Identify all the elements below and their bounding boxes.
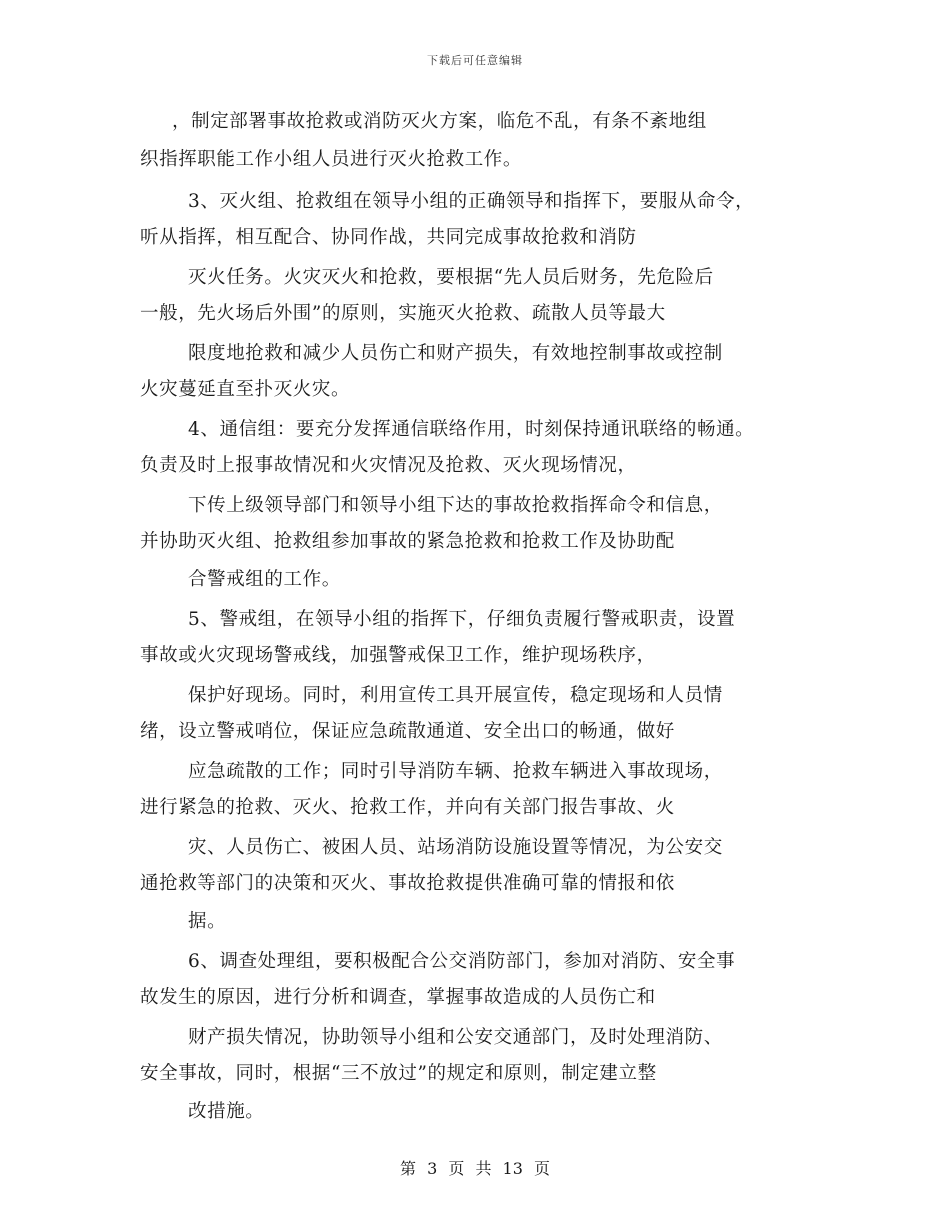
text-line: 6、调查处理组，要积极配合公交消防部门，参加对消防、安全事 [188, 951, 736, 972]
text-line: 织指挥职能工作小组人员进行灭火抢救工作。 [140, 149, 523, 170]
text-line: 5、警戒组，在领导小组的指挥下，仔细负责履行警戒职责，设置 [188, 609, 736, 630]
text-line: 保护好现场。同时，利用宣传工具开展宣传，稳定现场和人员情 [188, 685, 723, 706]
document-body [0, 110, 950, 1150]
text-line: 应急疏散的工作；同时引导消防车辆、抢救车辆进入事故现场， [188, 761, 723, 782]
page-header: 下载后可任意编辑 [427, 54, 523, 67]
text-line: 事故或火灾现场警戒线，加强警戒保卫工作，维护现场秩序， [140, 645, 656, 666]
text-line: 改措施。 [188, 1101, 265, 1122]
text-line: 合警戒组的工作。 [188, 569, 341, 590]
text-line: 负责及时上报事故情况和火灾情况及抢救、灭火现场情况， [140, 455, 637, 476]
text-line: 并协助灭火组、抢救组参加事故的紧急抢救和抢救工作及协助配 [140, 531, 675, 552]
text-line: 灾、人员伤亡、被困人员、站场消防设施设置等情况，为公安交 [188, 837, 723, 858]
text-line: 下传上级领导部门和领导小组下达的事故抢救指挥命令和信息， [188, 495, 723, 516]
text-line: 进行紧急的抢救、灭火、抢救工作，并向有关部门报告事故、火 [140, 797, 675, 818]
text-line: 绪，设立警戒哨位，保证应急疏散通道、安全出口的畅通，做好 [140, 721, 675, 742]
text-line: 3、灭火组、抢救组在领导小组的正确领导和指挥下，要服从命令， [188, 191, 755, 212]
text-line: 限度地抢救和减少人员伤亡和财产损失，有效地控制事故或控制 [188, 343, 723, 364]
text-line: 一般，先火场后外围”的原则，实施灭火抢救、疏散人员等最大 [140, 303, 666, 324]
text-line: 灭火任务。火灾灭火和抢救，要根据“先人员后财务，先危险后 [188, 267, 714, 288]
text-line: 财产损失情况，协助领导小组和公安交通部门，及时处理消防、 [188, 1027, 723, 1048]
text-line: 4、通信组：要充分发挥通信联络作用，时刻保持通讯联络的畅通。 [188, 419, 755, 440]
text-line: 故发生的原因，进行分析和调查，掌握事故造成的人员伤亡和 [140, 987, 656, 1008]
text-line: 通抢救等部门的决策和灭火、事故抢救提供准确可靠的情报和依 [140, 873, 675, 894]
text-line: 据。 [188, 911, 227, 932]
page-number: 第 3 页 共 13 页 [400, 1159, 550, 1178]
text-line: 安全事故，同时，根据“三不放过”的规定和原则，制定建立整 [140, 1063, 657, 1084]
text-line: 听从指挥，相互配合、协同作战，共同完成事故抢救和消防 [140, 227, 637, 248]
text-line: 火灾蔓延直至扑灭火灾。 [140, 379, 351, 400]
text-line: ，制定部署事故抢救或消防灭火方案，临危不乱，有条不紊地组 [172, 111, 707, 132]
